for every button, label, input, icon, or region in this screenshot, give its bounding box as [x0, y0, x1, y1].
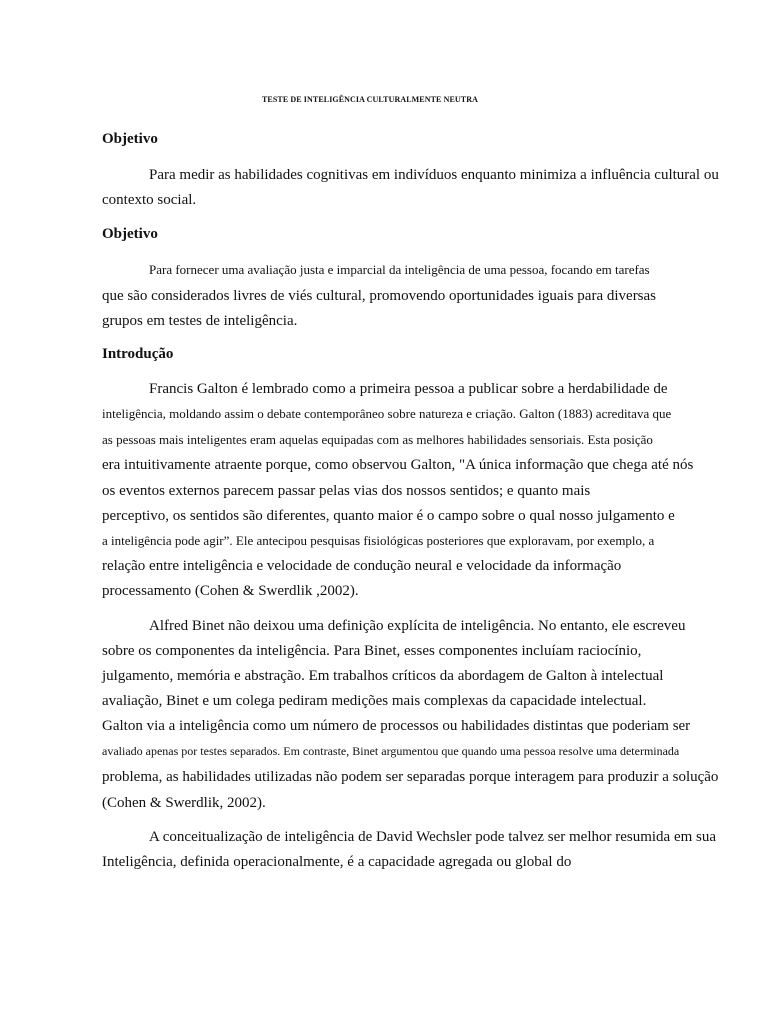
section-heading-objetivo-1: Objetivo	[102, 131, 158, 147]
paragraph-line: relação entre inteligência e velocidade de condução neural e velocidade da informação	[102, 558, 622, 574]
paragraph-line: perceptivo, os sentidos são diferentes, quanto maior é o campo sobre o qual nosso julgamento e	[102, 508, 675, 524]
paragraph-line: avaliação, Binet e um colega pediram medições mais complexas da capacidade intelectual.	[102, 693, 647, 709]
paragraph-line: julgamento, memória e abstração. Em trabalhos críticos da abordagem de Galton à intelectual	[102, 668, 664, 684]
paragraph-line: sobre os componentes da inteligência. Para Binet, esses componentes incluíam raciocínio,	[102, 643, 642, 659]
paragraph-line: problema, as habilidades utilizadas não podem ser separadas porque interagem para produzir a solução	[102, 769, 719, 785]
paragraph-line: Para fornecer uma avaliação justa e imparcial da inteligência de uma pessoa, focando em tarefas	[149, 262, 650, 277]
document-title: TESTE DE INTELIGÊNCIA CULTURALMENTE NEUTRA	[262, 95, 478, 104]
paragraph-line: a inteligência pode agir”. Ele antecipou pesquisas fisiológicas posteriores que exploravam, por exemplo, a	[102, 533, 655, 548]
paragraph-line: Para medir as habilidades cognitivas em indivíduos enquanto minimiza a influência cultural ou	[149, 167, 719, 183]
paragraph-line: era intuitivamente atraente porque, como observou Galton, "A única informação que chega até nós	[102, 457, 694, 473]
section-heading-objetivo-2: Objetivo	[102, 226, 158, 242]
paragraph-line: Galton via a inteligência como um número de processos ou habilidades distintas que poderiam ser	[102, 718, 691, 734]
paragraph-line: A conceitualização de inteligência de David Wechsler pode talvez ser melhor resumida em sua	[149, 829, 717, 845]
paragraph-line: grupos em testes de inteligência.	[102, 313, 298, 329]
paragraph-line: Francis Galton é lembrado como a primeira pessoa a publicar sobre a herdabilidade de	[149, 381, 668, 397]
paragraph-line: os eventos externos parecem passar pelas vias dos nossos sentidos; e quanto mais	[102, 483, 591, 499]
paragraph-line: Alfred Binet não deixou uma definição explícita de inteligência. No entanto, ele escreveu	[149, 618, 686, 634]
paragraph-line: contexto social.	[102, 192, 197, 208]
section-heading-introducao: Introdução	[102, 346, 174, 362]
paragraph-line: as pessoas mais inteligentes eram aquelas equipadas com as melhores habilidades sensoriais. Esta posição	[102, 432, 653, 447]
paragraph-line: inteligência, moldando assim o debate contemporâneo sobre natureza e criação. Galton (1883) acreditava que	[102, 406, 672, 421]
paragraph-line: que são considerados livres de viés cultural, promovendo oportunidades iguais para diversas	[102, 288, 657, 304]
paragraph-line: processamento (Cohen & Swerdlik ,2002).	[102, 583, 359, 599]
paragraph-line: avaliado apenas por testes separados. Em contraste, Binet argumentou que quando uma pessoa resolve uma determinada	[102, 744, 680, 758]
paragraph-line: Inteligência, definida operacionalmente, é a capacidade agregada ou global do	[102, 854, 572, 870]
paragraph-line: (Cohen & Swerdlik, 2002).	[102, 795, 266, 811]
